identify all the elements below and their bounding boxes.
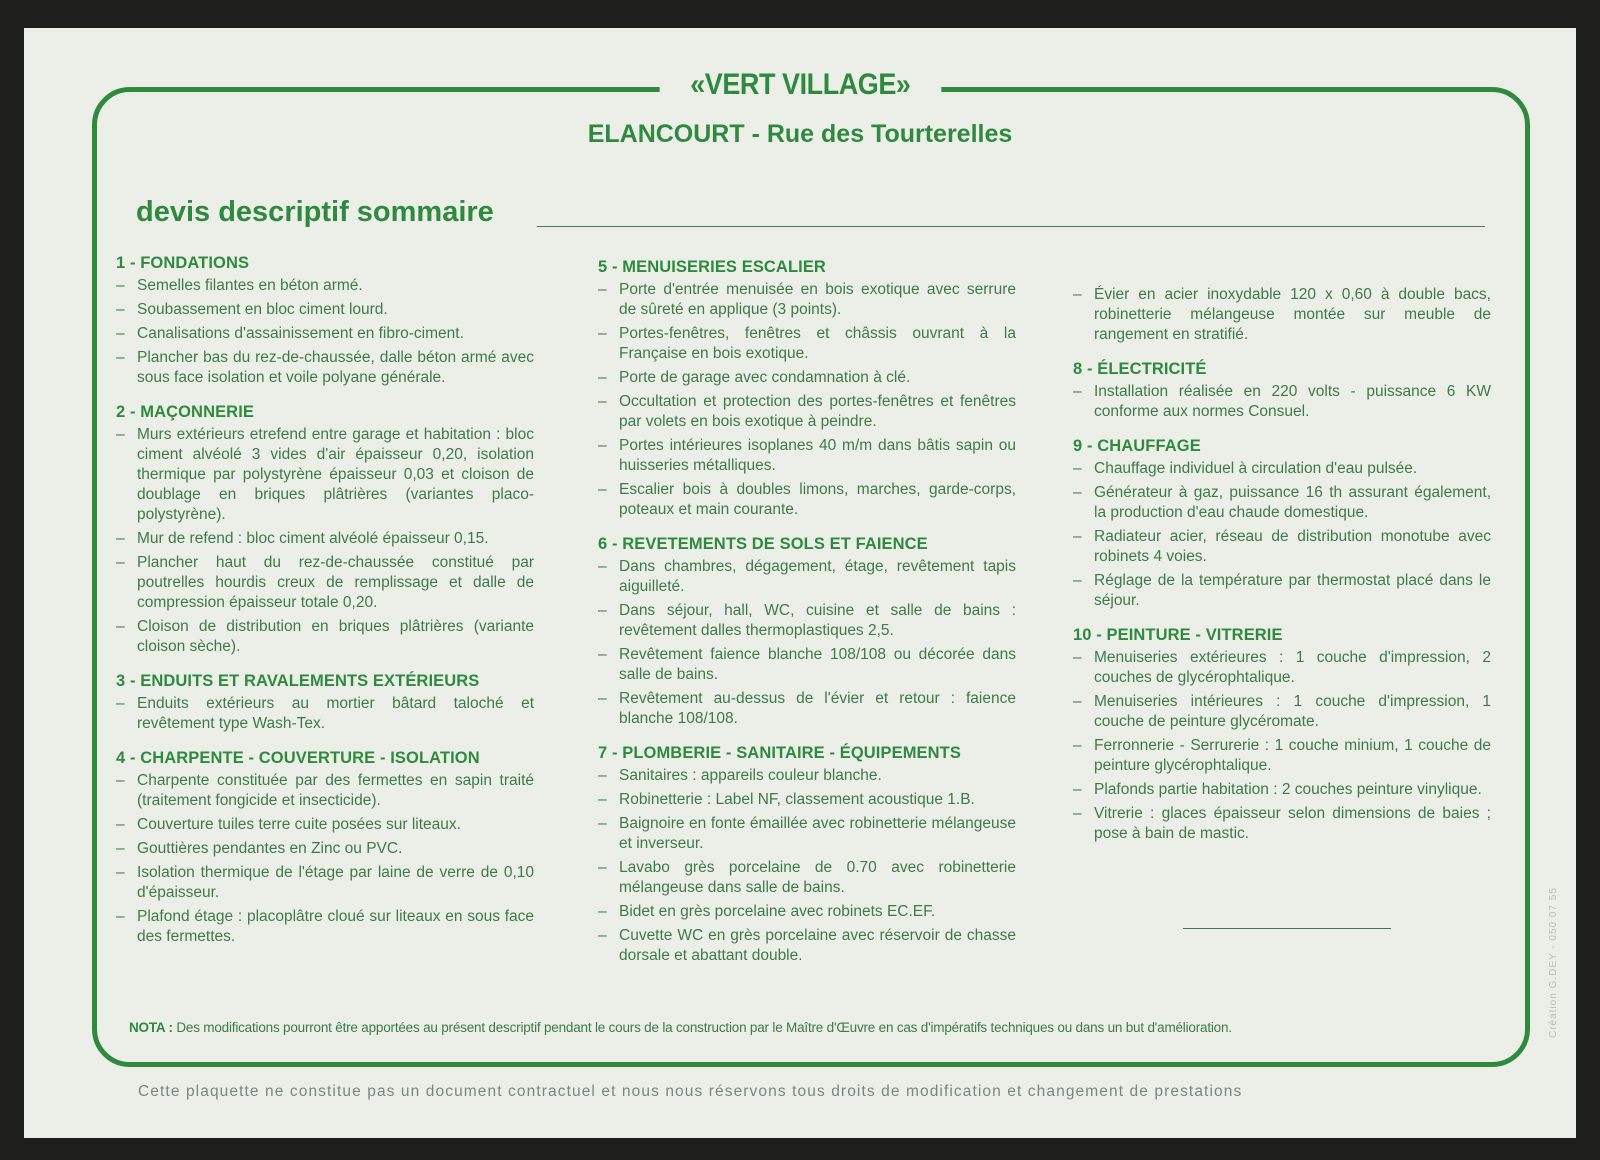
spec-item-text: Ferronnerie - Serrurerie : 1 couche minium, 1 couche de peinture glycérophtalique.	[1094, 737, 1491, 774]
spec-section	[598, 744, 1016, 966]
dash-bullet-icon: –	[1073, 383, 1082, 400]
dash-bullet-icon: –	[598, 481, 607, 498]
spec-item-text: Plancher bas du rez-de-chaussée, dalle béton armé avec sous face isolation et voile polyane générale.	[137, 349, 534, 386]
spec-item	[116, 276, 534, 296]
spec-item	[598, 645, 1016, 685]
spec-item-text: Semelles filantes en béton armé.	[137, 277, 363, 294]
section-title: 10 - PEINTURE - VITRERIE	[1073, 626, 1283, 644]
spec-item-text: Escalier bois à doubles limons, marches, garde-corps, poteaux et main courante.	[619, 481, 1016, 518]
spec-item-text: Mur de refend : bloc ciment alvéolé épaisseur 0,15.	[137, 530, 489, 547]
section-title: 9 - CHAUFFAGE	[1073, 437, 1201, 455]
spec-section	[116, 403, 534, 657]
dash-bullet-icon: –	[598, 815, 607, 832]
nota-label: NOTA :	[129, 1020, 173, 1035]
dash-bullet-icon: –	[598, 325, 607, 342]
spec-item	[1073, 459, 1491, 479]
spec-item-text: Portes intérieures isoplanes 40 m/m dans bâtis sapin ou huisseries métalliques.	[619, 437, 1016, 474]
end-divider	[1183, 928, 1391, 929]
spec-section	[116, 672, 534, 734]
dash-bullet-icon: –	[116, 426, 125, 443]
spec-section	[116, 254, 534, 388]
spec-section	[598, 258, 1016, 520]
dash-bullet-icon: –	[1073, 649, 1082, 666]
spec-item	[116, 617, 534, 657]
spec-item	[598, 601, 1016, 641]
spec-item	[598, 324, 1016, 364]
spec-item-text: Lavabo grès porcelaine de 0.70 avec robinetterie mélangeuse dans salle de bains.	[619, 859, 1016, 896]
spec-item	[116, 529, 534, 549]
dash-bullet-icon: –	[598, 602, 607, 619]
dash-bullet-icon: –	[1073, 805, 1082, 822]
section-title: 5 - MENUISERIES ESCALIER	[598, 258, 826, 276]
spec-item-text: Porte de garage avec condamnation à clé.	[619, 369, 911, 386]
spec-item-text: Murs extérieurs etrefend entre garage et habitation : bloc ciment alvéolé 3 vides d'air épaisseur 0,20, isolation thermique par polystyrène épaisseur 0,03 et cloison de doublage en briques plâtrières (variantes placo-polystyrène).	[137, 426, 534, 523]
spec-item	[598, 858, 1016, 898]
spec-item-text: Charpente constituée par des fermettes en sapin traité (traitement fongicide et insecticide).	[137, 772, 534, 809]
spec-item	[116, 815, 534, 835]
spec-item	[1073, 804, 1491, 844]
spec-item-text: Porte d'entrée menuisée en bois exotique avec serrure de sûreté en applique (3 points).	[619, 281, 1016, 318]
column-1	[116, 254, 534, 962]
spec-item-text: Robinetterie : Label NF, classement acoustique 1.B.	[619, 791, 975, 808]
spec-item	[598, 814, 1016, 854]
dash-bullet-icon: –	[1073, 286, 1082, 303]
spec-item-text: Réglage de la température par thermostat placé dans le séjour.	[1094, 572, 1491, 609]
spec-item	[1073, 571, 1491, 611]
spec-item-text: Menuiseries extérieures : 1 couche d'impression, 2 couches de glycérophtalique.	[1094, 649, 1491, 686]
spec-item-text: Revêtement faience blanche 108/108 ou décorée dans salle de bains.	[619, 646, 1016, 683]
spec-item-text: Dans chambres, dégagement, étage, revêtement tapis aiguilleté.	[619, 558, 1016, 595]
spec-item-text: Cuvette WC en grès porcelaine avec réservoir de chasse dorsale et abattant double.	[619, 927, 1016, 964]
spec-item	[1073, 780, 1491, 800]
printer-credit: Création G.DEY - 050 07 55	[1548, 887, 1559, 1038]
dash-bullet-icon: –	[598, 369, 607, 386]
dash-bullet-icon: –	[116, 772, 125, 789]
section-title: 6 - REVETEMENTS DE SOLS ET FAIENCE	[598, 535, 928, 553]
dash-bullet-icon: –	[598, 767, 607, 784]
nota-note	[129, 1020, 1489, 1035]
dash-bullet-icon: –	[1073, 781, 1082, 798]
spec-item-text: Baignoire en fonte émaillée avec robinetterie mélangeuse et inverseur.	[619, 815, 1016, 852]
spec-section	[1073, 360, 1491, 422]
spec-item-text: Enduits extérieurs au mortier bâtard taloché et revêtement type Wash-Tex.	[137, 695, 534, 732]
dash-bullet-icon: –	[598, 859, 607, 876]
dash-bullet-icon: –	[116, 618, 125, 635]
spec-item-text: Portes-fenêtres, fenêtres et châssis ouvrant à la Française en bois exotique.	[619, 325, 1016, 362]
dash-bullet-icon: –	[116, 864, 125, 881]
spec-item	[598, 557, 1016, 597]
dash-bullet-icon: –	[598, 791, 607, 808]
dash-bullet-icon: –	[116, 277, 125, 294]
dash-bullet-icon: –	[116, 840, 125, 857]
dash-bullet-icon: –	[116, 816, 125, 833]
dash-bullet-icon: –	[1073, 460, 1082, 477]
title-wrap	[0, 68, 1600, 102]
page-subtitle: ELANCOURT - Rue des Tourterelles	[587, 120, 1013, 148]
spec-item-text: Couverture tuiles terre cuite posées sur liteaux.	[137, 816, 461, 833]
dash-bullet-icon: –	[1073, 572, 1082, 589]
spec-item	[1073, 285, 1491, 345]
dash-bullet-icon: –	[598, 558, 607, 575]
spec-item	[116, 425, 534, 525]
section-heading: devis descriptif sommaire	[136, 196, 494, 228]
spec-section	[598, 535, 1016, 729]
spec-item-text: Plafond étage : placoplâtre cloué sur liteaux en sous face des fermettes.	[137, 908, 534, 945]
dash-bullet-icon: –	[116, 908, 125, 925]
spec-item-text: Revêtement au-dessus de l'évier et retour : faience blanche 108/108.	[619, 690, 1016, 727]
spec-section	[1073, 285, 1491, 345]
spec-item-text: Dans séjour, hall, WC, cuisine et salle de bains : revêtement dalles thermoplastiques 2,5.	[619, 602, 1016, 639]
spec-item	[598, 689, 1016, 729]
page-title: «VERT VILLAGE»	[659, 68, 940, 102]
dash-bullet-icon: –	[598, 690, 607, 707]
spec-item	[1073, 527, 1491, 567]
spec-item	[598, 766, 1016, 786]
spec-item	[1073, 692, 1491, 732]
dash-bullet-icon: –	[1073, 484, 1082, 501]
spec-section	[116, 749, 534, 947]
section-title: 3 - ENDUITS ET RAVALEMENTS EXTÉRIEURS	[116, 672, 480, 690]
spec-section	[1073, 626, 1491, 844]
nota-text: Des modifications pourront être apportées au présent descriptif pendant le cours de la construction par le Maître d'Œuvre en cas d'impératifs techniques ou dans un but d'amélioration.	[172, 1020, 1232, 1035]
spec-item-text: Installation réalisée en 220 volts - puissance 6 KW conforme aux normes Consuel.	[1094, 383, 1491, 420]
section-title: 7 - PLOMBERIE - SANITAIRE - ÉQUIPEMENTS	[598, 744, 961, 762]
section-title: 8 - ÉLECTRICITÉ	[1073, 360, 1207, 378]
spec-item	[1073, 648, 1491, 688]
spec-item-text: Plafonds partie habitation : 2 couches peinture vinylique.	[1094, 781, 1482, 798]
spec-item	[1073, 483, 1491, 523]
dash-bullet-icon: –	[598, 646, 607, 663]
section-title: 2 - MAÇONNERIE	[116, 403, 254, 421]
column-3	[1073, 285, 1491, 859]
section-title: 1 - FONDATIONS	[116, 254, 250, 272]
spec-item-text: Vitrerie : glaces épaisseur selon dimensions de baies ; pose à bain de mastic.	[1094, 805, 1491, 842]
spec-item-text: Radiateur acier, réseau de distribution monotube avec robinets 4 voies.	[1094, 528, 1491, 565]
spec-item	[116, 300, 534, 320]
spec-item	[116, 839, 534, 859]
spec-item	[116, 863, 534, 903]
spec-item	[116, 348, 534, 388]
spec-item	[598, 902, 1016, 922]
spec-item	[598, 392, 1016, 432]
heading-rule	[537, 226, 1485, 227]
spec-item-text: Gouttières pendantes en Zinc ou PVC.	[137, 840, 403, 857]
spec-item-text: Chauffage individuel à circulation d'eau pulsée.	[1094, 460, 1418, 477]
dash-bullet-icon: –	[116, 695, 125, 712]
dash-bullet-icon: –	[598, 281, 607, 298]
dash-bullet-icon: –	[116, 301, 125, 318]
spec-item	[116, 907, 534, 947]
dash-bullet-icon: –	[598, 393, 607, 410]
spec-item	[1073, 382, 1491, 422]
spec-item	[598, 436, 1016, 476]
spec-item-text: Générateur à gaz, puissance 16 th assurant également, la production d'eau chaude domestique.	[1094, 484, 1491, 521]
spec-item	[598, 926, 1016, 966]
spec-item	[598, 480, 1016, 520]
dash-bullet-icon: –	[116, 349, 125, 366]
spec-item	[598, 368, 1016, 388]
column-2	[598, 258, 1016, 981]
spec-item	[598, 790, 1016, 810]
dash-bullet-icon: –	[116, 325, 125, 342]
spec-item-text: Bidet en grès porcelaine avec robinets EC.EF.	[619, 903, 936, 920]
spec-item-text: Cloison de distribution en briques plâtrières (variante cloison sèche).	[137, 618, 534, 655]
spec-item-text: Occultation et protection des portes-fenêtres et fenêtres par volets en bois exotique à peindre.	[619, 393, 1016, 430]
spec-item-text: Soubassement en bloc ciment lourd.	[137, 301, 388, 318]
dash-bullet-icon: –	[116, 554, 125, 571]
spec-item-text: Sanitaires : appareils couleur blanche.	[619, 767, 882, 784]
spec-section	[1073, 437, 1491, 611]
spec-item-text: Évier en acier inoxydable 120 x 0,60 à double bacs, robinetterie mélangeuse montée sur meuble de rangement en stratifié.	[1094, 286, 1491, 343]
spec-item	[116, 771, 534, 811]
dash-bullet-icon: –	[116, 530, 125, 547]
spec-item	[598, 280, 1016, 320]
dash-bullet-icon: –	[598, 927, 607, 944]
spec-item-text: Menuiseries intérieures : 1 couche d'impression, 1 couche de peinture glycéromate.	[1094, 693, 1491, 730]
section-title: 4 - CHARPENTE - COUVERTURE - ISOLATION	[116, 749, 480, 767]
disclaimer-footer: Cette plaquette ne constitue pas un document contractuel et nous nous réservons tous droits de modification et changement de prestations	[138, 1083, 1243, 1100]
dash-bullet-icon: –	[1073, 737, 1082, 754]
spec-item-text: Isolation thermique de l'étage par laine de verre de 0,10 d'épaisseur.	[137, 864, 534, 901]
dash-bullet-icon: –	[598, 437, 607, 454]
spec-item	[116, 553, 534, 613]
dash-bullet-icon: –	[1073, 528, 1082, 545]
spec-item-text: Plancher haut du rez-de-chaussée constitué par poutrelles hourdis creux de remplissage et dalle de compression épaisseur totale 0,20.	[137, 554, 534, 611]
spec-item	[116, 324, 534, 344]
spec-item	[116, 694, 534, 734]
spec-item-text: Canalisations d'assainissement en fibro-ciment.	[137, 325, 464, 342]
dash-bullet-icon: –	[1073, 693, 1082, 710]
spec-item	[1073, 736, 1491, 776]
dash-bullet-icon: –	[598, 903, 607, 920]
